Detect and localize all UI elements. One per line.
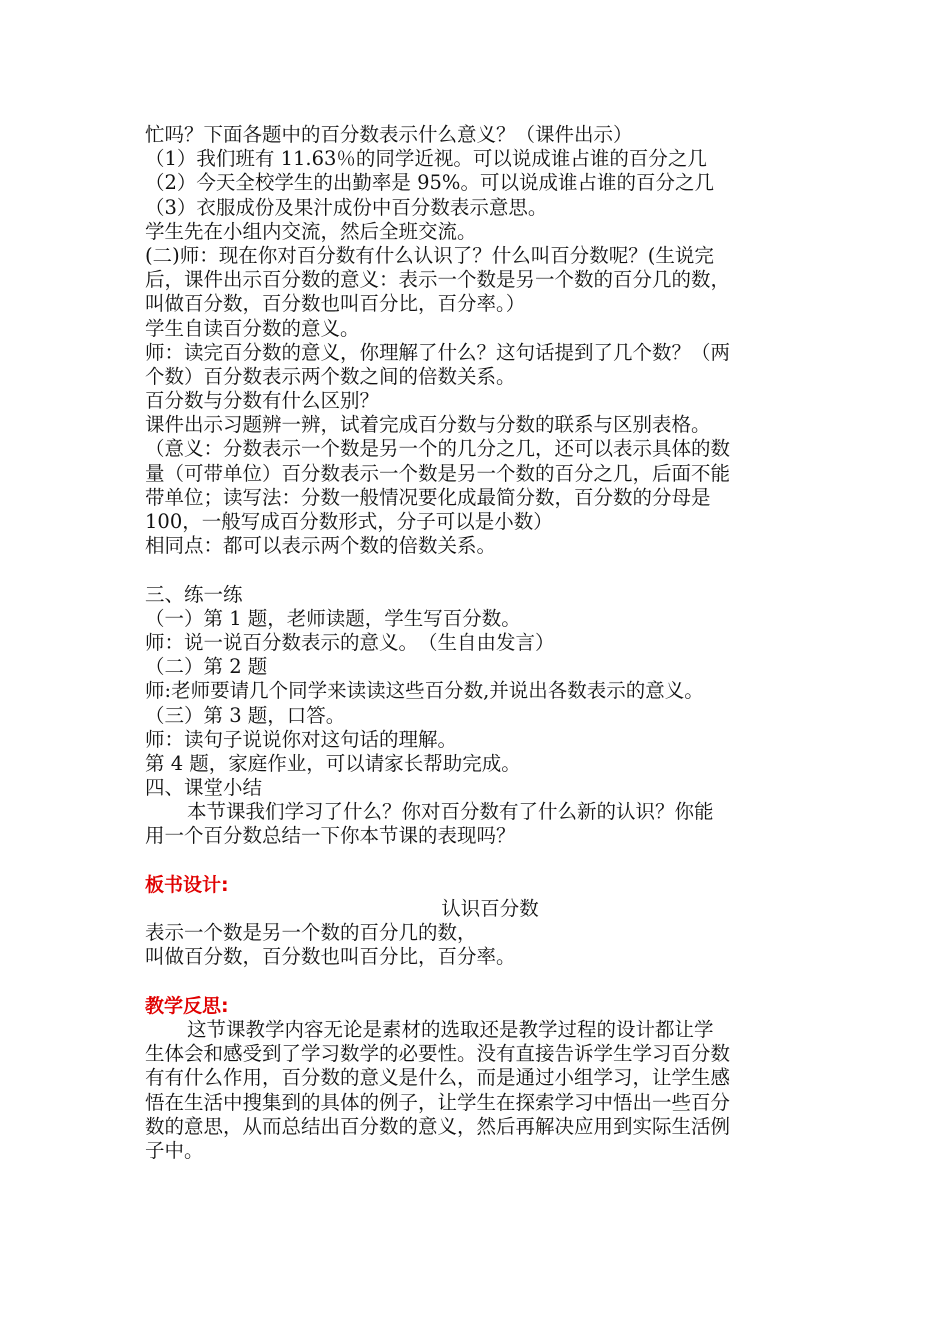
text-line: 本节课我们学习了什么？你对百分数有了什么新的认识？你能 [187, 800, 714, 824]
text-line: 第 4 题，家庭作业，可以请家长帮助完成。 [145, 751, 521, 775]
text-line: 个数）百分数表示两个数之间的倍数关系。 [145, 364, 516, 388]
practice-section [145, 583, 815, 777]
text-line: 有有什么作用，百分数的意义是什么，而是通过小组学习，让学生感 [145, 1066, 731, 1090]
text-line: 学生自读百分数的意义。 [145, 316, 360, 340]
text-line: （三）第 3 题，口答。 [145, 703, 346, 727]
text-line: 课件出示习题辨一辨，试着完成百分数与分数的联系与区别表格。 [145, 413, 711, 437]
text-line: 忙吗？下面各题中的百分数表示什么意义？（课件出示） [145, 123, 633, 146]
text-line: 学生先在小组内交流，然后全班交流。 [145, 219, 477, 243]
spacer [145, 970, 815, 994]
text-line: 叫做百分数，百分数也叫百分比，百分率。） [145, 292, 526, 316]
text-line: 叫做百分数，百分数也叫百分比，百分率。 [145, 945, 516, 969]
board-design-heading: 板书设计: [145, 873, 229, 896]
text-line: (二)师：现在你对百分数有什么认识了？什么叫百分数呢？(生说完 [145, 243, 714, 267]
spacer [145, 849, 815, 873]
text-line: 师：读句子说说你对这句话的理解。 [145, 727, 458, 751]
text-line: 生体会和感受到了学习数学的必要性。没有直接告诉学生学习百分数 [145, 1042, 731, 1066]
text-line: （2）今天全校学生的出勤率是 95%。可以说成谁占谁的百分之几 [145, 171, 714, 195]
text-line: 带单位；读写法：分数一般情况要化成最简分数，百分数的分母是 [145, 485, 711, 509]
text-line: 相同点：都可以表示两个数的倍数关系。 [145, 534, 497, 558]
text-line: （意义：分数表示一个数是另一个的几分之几，还可以表示具体的数 [145, 437, 731, 461]
text-line: 师:老师要请几个同学来读读这些百分数,并说出各数表示的意义。 [145, 679, 704, 703]
text-line: （1）我们班有 11.63％的同学近视。可以说成谁占谁的百分之几 [145, 147, 707, 171]
text-line: 子中。 [145, 1138, 204, 1162]
text-line: 后，课件出示百分数的意义：表示一个数是另一个数的百分几的数， [145, 268, 731, 292]
text-line: 师：说一说百分数表示的意义。 （生自由发言） [145, 630, 555, 654]
reflection-heading: 教学反思: [145, 994, 229, 1017]
board-title: 认识百分数 [441, 897, 539, 920]
text-line: 用一个百分数总结一下你本节课的表现吗？ [145, 824, 516, 848]
text-line: （3）衣服成份及果汁成份中百分数表示意思。 [145, 195, 548, 219]
document-page [145, 123, 815, 1163]
spacer [145, 558, 815, 582]
board-design-section [145, 873, 815, 970]
text-line: 悟在生活中搜集到的具体的例子，让学生在探索学习中悟出一些百分 [145, 1090, 731, 1114]
text-line: 百分数与分数有什么区别？ [145, 389, 380, 413]
summary-section [145, 776, 815, 849]
reflection-section [145, 994, 815, 1163]
text-line: 师：读完百分数的意义，你理解了什么？这句话提到了几个数？（两 [145, 340, 731, 364]
text-line: （二）第 2 题 [145, 655, 268, 679]
text-line: （一）第 1 题，老师读题，学生写百分数。 [145, 606, 521, 630]
text-line: 量（可带单位）百分数表示一个数是另一个数的百分之几，后面不能 [145, 461, 731, 485]
section-title: 四、课堂小结 [145, 776, 263, 800]
section-title: 三、练一练 [145, 582, 243, 606]
lesson-body [145, 123, 815, 558]
text-line: 数的意思，从而总结出百分数的意义，然后再解决应用到实际生活例 [145, 1114, 731, 1138]
text-line: 100，一般写成百分数形式，分子可以是小数） [145, 510, 553, 533]
text-line: 这节课教学内容无论是素材的选取还是教学过程的设计都让学 [187, 1017, 714, 1041]
text-line: 表示一个数是另一个数的百分几的数， [145, 921, 477, 945]
